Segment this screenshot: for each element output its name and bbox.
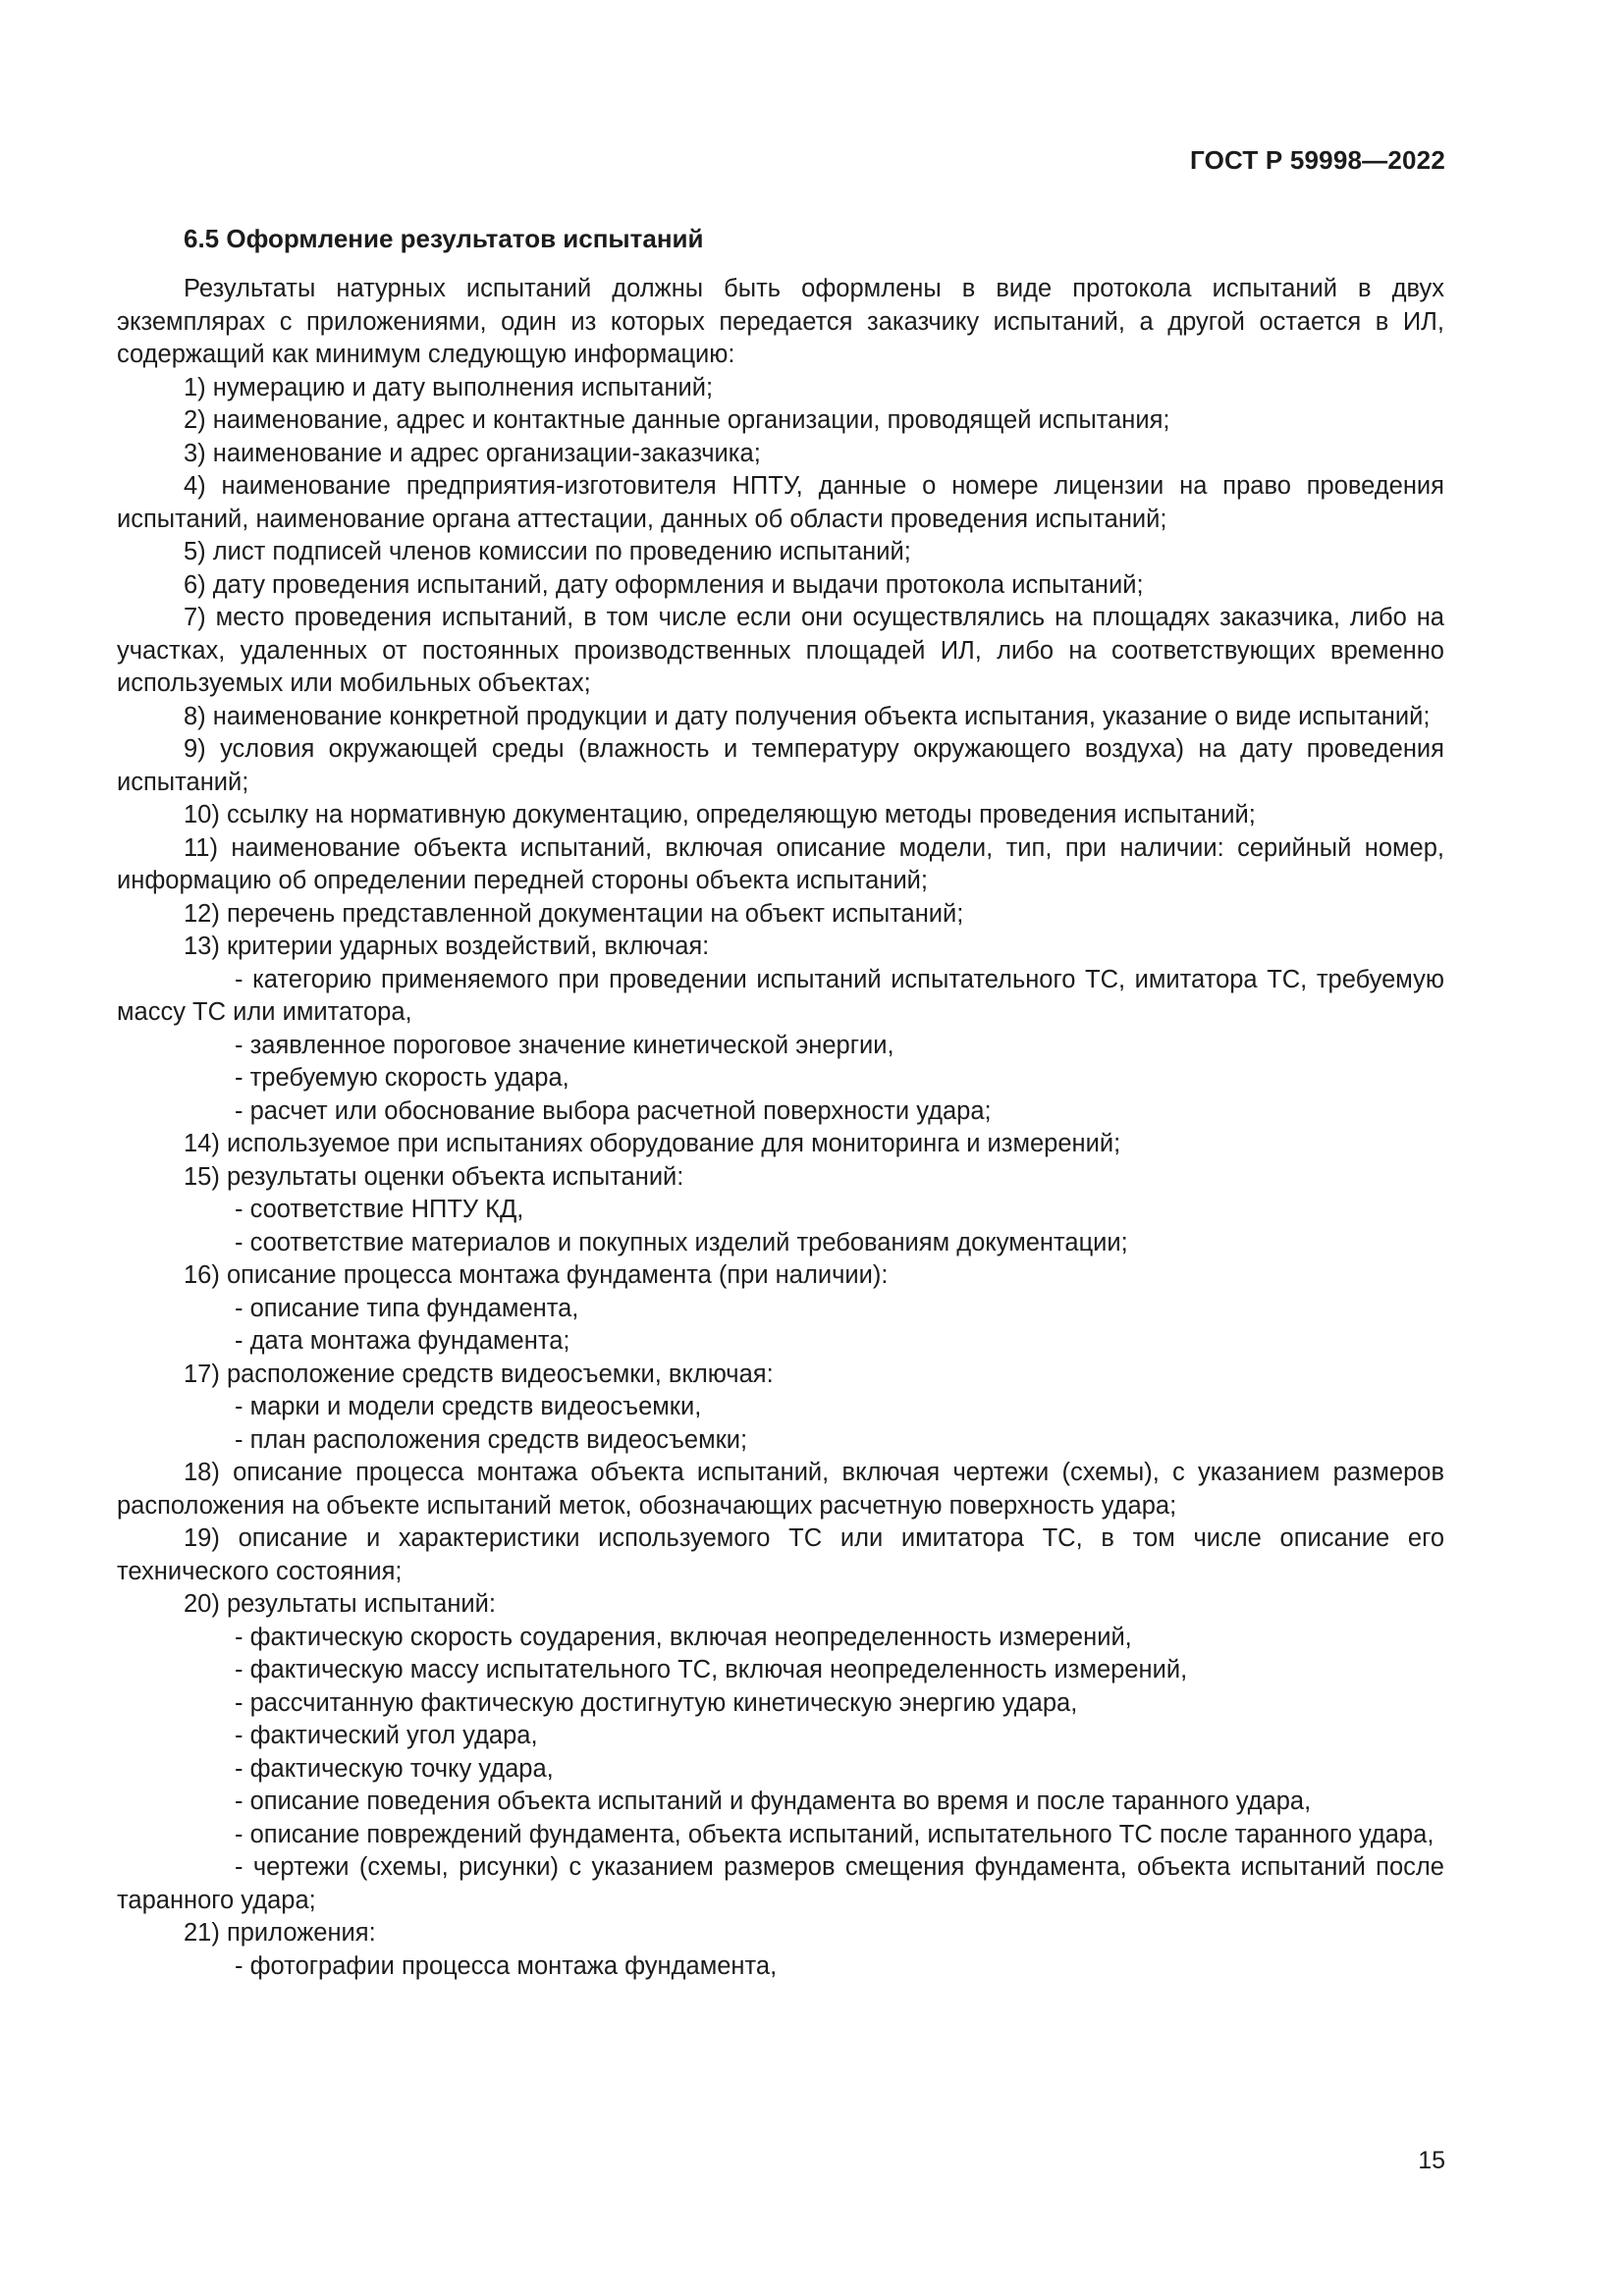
sub-list-item: - описание поведения объекта испытаний и фундамента во время и после таранного удара, [235,1788,1312,1815]
sub-list-item: - рассчитанную фактическую достигнутую кинетическую энергию удара, [235,1688,1078,1717]
list-item: 11) наименование объекта испытаний, включая описание модели, тип, при наличии: серийный номер, информацию об определении передней стороны объекта испытаний; [117,833,1444,894]
list-item: 9) условия окружающей среды (влажность и температуру окружающего воздуха) на дату проведения испытаний; [117,735,1444,796]
sub-list-item: - дата монтажа фундамента; [235,1327,570,1355]
list-item: 20) результаты испытаний: [184,1590,496,1618]
list-item: 5) лист подписей членов комиссии по проведению испытаний; [184,538,911,565]
page-number: 15 [1418,2147,1445,2174]
document-standard-code: ГОСТ Р 59998—2022 [1190,145,1445,175]
list-item: 3) наименование и адрес организации-заказчика; [184,439,761,467]
sub-list-item: - расчет или обоснование выбора расчетной поверхности удара; [235,1096,992,1125]
sub-list-item: - заявленное пороговое значение кинетической энергии, [235,1031,894,1059]
sub-list-item: - фактическую массу испытательного ТС, включая неопределенность измерений, [235,1656,1188,1683]
list-item: 14) используемое при испытаниях оборудование для мониторинга и измерений; [184,1130,1121,1157]
sub-list-item: - требуемую скорость удара, [235,1064,569,1092]
list-item: 8) наименование конкретной продукции и дату получения объекта испытания, указание о виде испытаний; [184,702,1431,730]
list-item: 15) результаты оценки объекта испытаний: [184,1162,684,1191]
sub-list-item: - план расположения средств видеосъемки; [235,1425,748,1454]
sub-list-item: - соответствие материалов и покупных изделий требованиям документации; [235,1228,1128,1256]
list-item: 12) перечень представленной документации на объект испытаний; [184,899,964,928]
list-item: 2) наименование, адрес и контактные данные организации, проводящей испытания; [184,406,1170,434]
list-item: 17) расположение средств видеосъемки, включая: [184,1360,774,1388]
list-item: 1) нумерацию и дату выполнения испытаний; [184,373,714,401]
sub-list-item: - категорию применяемого при проведении испытаний испытательного ТС, имитатора ТС, требуемую массу ТС или имитатора, [117,965,1444,1026]
sub-list-item: - марки и модели средств видеосъемки, [235,1393,702,1420]
sub-list-item: - описание повреждений фундамента, объекта испытаний, испытательного ТС после таранного удара, [235,1820,1435,1848]
sub-list-item: - описание типа фундамента, [235,1294,579,1322]
list-item: 18) описание процесса монтажа объекта испытаний, включая чертежи (схемы), с указанием размеров расположения на объекте испытаний меток, обозначающих расчетную поверхность удара; [117,1459,1444,1520]
list-item: 21) приложения: [184,1919,376,1947]
document-body [117,273,1444,1983]
list-item: 19) описание и характеристики используемого ТС или имитатора ТС, в том числе описание его технического состояния; [117,1524,1444,1585]
list-item: 7) место проведения испытаний, в том числе если они осуществлялись на площадях заказчика, либо на участках, удаленных от постоянных производственных площадей ИЛ, либо на соответствующих временно используемых или мобильных объектах; [117,604,1444,697]
sub-list-item: - фотографии процесса монтажа фундамента, [235,1951,778,1980]
list-item: 10) ссылку на нормативную документацию, определяющую методы проведения испытаний; [184,801,1256,828]
sub-list-item: - фактический угол удара, [235,1722,538,1749]
sub-list-item: - фактическую скорость соударения, включая неопределенность измерений, [235,1623,1132,1651]
sub-list-item: - чертежи (схемы, рисунки) с указанием размеров смещения фундамента, объекта испытаний после таранного удара; [117,1853,1444,1914]
list-item: 16) описание процесса монтажа фундамента (при наличии): [184,1261,889,1289]
list-item: 13) критерии ударных воздействий, включая: [184,933,710,960]
list-item: 4) наименование предприятия-изготовителя НПТУ, данные о номере лицензии на право проведения испытаний, наименование органа аттестации, данных об области проведения испытаний; [117,472,1444,533]
intro-paragraph: Результаты натурных испытаний должны быть оформлены в виде протокола испытаний в двух экземплярах с приложениями, один из которых передается заказчику испытаний, а другой остается в ИЛ, содержащий как минимум следующую информацию: [117,275,1444,368]
section-title: 6.5 Оформление результатов испытаний [184,224,704,253]
list-item: 6) дату проведения испытаний, дату оформления и выдачи протокола испытаний; [184,570,1144,599]
sub-list-item: - фактическую точку удара, [235,1754,554,1783]
sub-list-item: - соответствие НПТУ КД, [235,1196,524,1223]
